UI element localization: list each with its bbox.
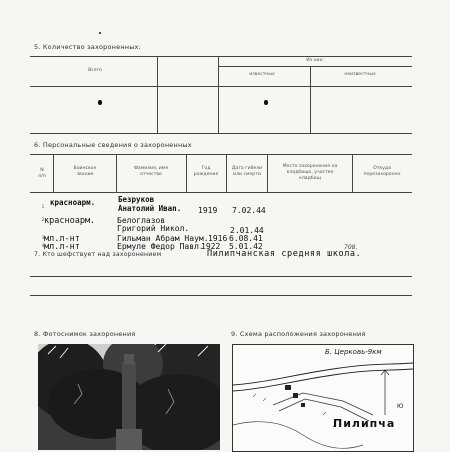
- row2-num: 2: [41, 218, 45, 223]
- header-num: N п/п: [38, 168, 46, 179]
- ink-blot: [264, 100, 268, 105]
- header-place: Место захоронения на кладбище, участке кладбищ: [282, 164, 338, 181]
- section5-table-bottom: [30, 133, 412, 134]
- row1-rank: красноарм.: [50, 198, 96, 207]
- header-origin: Откуда перезахоронен: [363, 166, 401, 177]
- section6-col-divider: [53, 154, 54, 192]
- section9-title: 9. Схема расположения захоронения: [231, 330, 366, 338]
- scheme-map: [233, 345, 413, 451]
- row3-rank: мл.л-нт: [44, 234, 80, 244]
- photo-image: [38, 344, 220, 450]
- section6-col-divider: [116, 154, 117, 192]
- section7-underline: [30, 295, 412, 296]
- location-scheme: [232, 344, 414, 452]
- col-unknown-header: неизвестных: [344, 72, 376, 77]
- road-label: Б. Церковь-9км: [325, 348, 382, 356]
- section7-underline: [30, 276, 412, 277]
- row4-num: 4: [41, 244, 45, 249]
- ink-dot: [99, 32, 101, 34]
- row3-name: Гильман Абрам Наум.: [117, 234, 209, 243]
- section7-title: 7. Кто шефствует над захоронением: [34, 251, 162, 258]
- row2-name: Белоглазов Григорий Никол.: [117, 216, 190, 234]
- section5-table-top: [30, 56, 412, 57]
- section5-divider: [157, 56, 158, 133]
- section5-header-line: [30, 86, 412, 87]
- grave-photo: [38, 344, 220, 450]
- header-birth: Год рождения: [193, 166, 219, 177]
- section5-subheader-line: [218, 66, 412, 67]
- row1-death: 7.02.44: [232, 206, 266, 215]
- row3-num: 3: [41, 236, 45, 241]
- section5-title: 5. Количество захороненных:: [34, 43, 141, 51]
- row3-birth: 1916: [208, 234, 228, 243]
- section6-table-top: [30, 154, 412, 155]
- row4-rank: мл.л-нт: [44, 242, 80, 252]
- header-death: Дата гибели или смерти: [231, 166, 263, 177]
- section7-value: Пилипчанская средняя школа.: [207, 249, 362, 259]
- col-of-them-header: Из них:: [306, 58, 324, 63]
- section6-col-divider: [352, 154, 353, 192]
- section6-col-divider: [186, 154, 187, 192]
- section6-header-line: [30, 192, 412, 193]
- ink-blot: [98, 100, 102, 105]
- section5-divider: [310, 66, 311, 133]
- row2-death: 2.01.44: [230, 226, 264, 235]
- header-name: Фамилия, имя отчество: [133, 166, 169, 177]
- row1-num: 1: [41, 205, 45, 210]
- row4-name: Ермуле Федор Павл.: [117, 242, 204, 251]
- row4-birth: 1922: [201, 242, 221, 251]
- col-total-header: Всего: [88, 68, 102, 73]
- row4-death: 5.01.42: [229, 242, 263, 251]
- row2-rank: красноарм.: [44, 216, 96, 226]
- section6-col-divider: [267, 154, 268, 192]
- section5-divider: [218, 56, 219, 133]
- village-label: Пилипча: [333, 417, 396, 430]
- col-known-header: известных: [249, 72, 275, 77]
- section6-title: 6. Персональные сведения о захороненных: [34, 141, 192, 149]
- row3-death: 6.08.41: [229, 234, 263, 243]
- north-mark: Ю: [397, 403, 404, 410]
- section8-title: 8. Фотоснимок захоронения: [34, 330, 136, 338]
- row1-birth: 1919: [198, 206, 218, 215]
- row1-name: Безруков Анатолий Ивan.: [118, 195, 182, 213]
- page-mark: 708.: [344, 244, 358, 251]
- header-rank: Воинское звание: [73, 166, 97, 177]
